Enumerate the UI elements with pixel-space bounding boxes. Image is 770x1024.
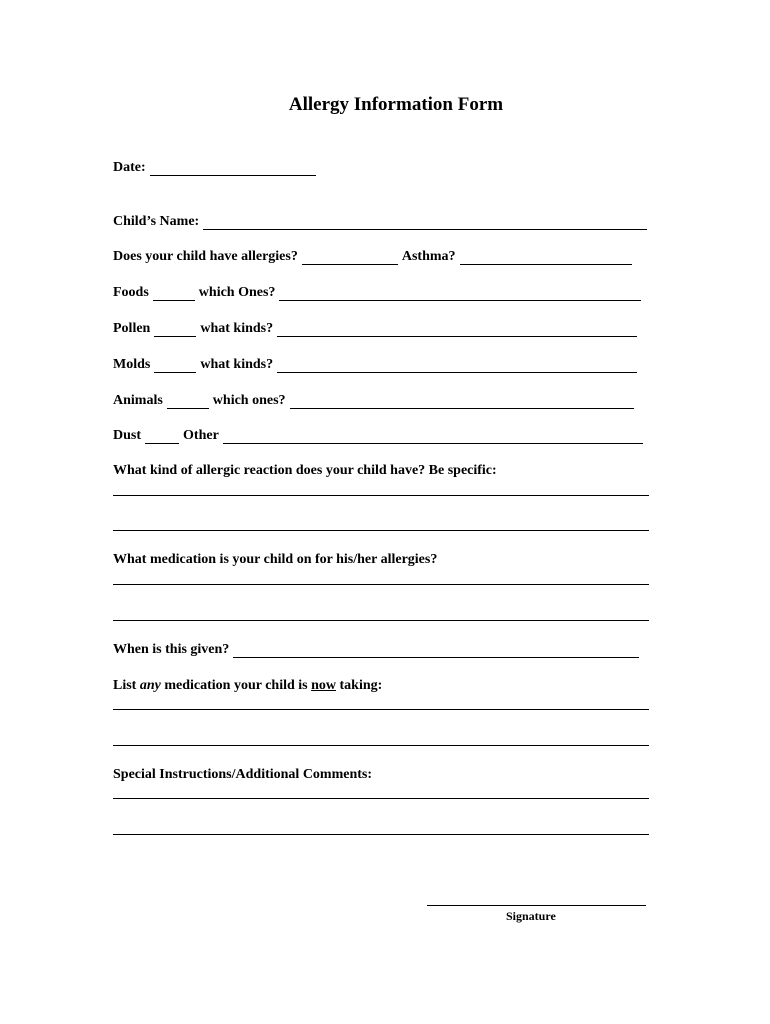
medication-question: What medication is your child on for his/her allergies? xyxy=(113,552,438,567)
special-instructions-row xyxy=(113,767,372,783)
signature-label: Signature xyxy=(506,909,556,923)
list-medication-prefix: List xyxy=(113,678,140,693)
signature-line[interactable] xyxy=(427,905,646,906)
list-medication-middle: medication your child is xyxy=(160,678,312,693)
list-medication-now: now xyxy=(311,678,337,693)
other-field[interactable] xyxy=(223,430,643,444)
date-row xyxy=(113,160,320,176)
child-name-field[interactable] xyxy=(203,216,647,230)
pollen-what-label: what kinds? xyxy=(200,321,274,336)
molds-field[interactable] xyxy=(154,359,196,373)
reaction-answer-line-2[interactable] xyxy=(113,530,649,531)
pollen-field[interactable] xyxy=(154,323,196,337)
molds-row xyxy=(113,357,641,373)
foods-row xyxy=(113,285,645,301)
reaction-row xyxy=(113,463,497,479)
allergies-field[interactable] xyxy=(302,251,398,265)
animals-which-label: which ones? xyxy=(212,393,286,408)
animals-label: Animals xyxy=(113,393,163,408)
special-instructions-line-2[interactable] xyxy=(113,834,649,835)
foods-which-label: which Ones? xyxy=(198,285,276,300)
reaction-answer-line-1[interactable] xyxy=(113,495,649,496)
when-given-field[interactable] xyxy=(233,644,639,658)
child-name-row xyxy=(113,214,651,230)
reaction-question: What kind of allergic reaction does your child have? Be specific: xyxy=(113,463,497,478)
list-medication-emphasis: any xyxy=(139,678,161,693)
allergies-row xyxy=(113,249,636,265)
animals-row xyxy=(113,393,638,409)
dust-row xyxy=(113,428,647,444)
molds-what-label: what kinds? xyxy=(200,357,274,372)
date-label: Date: xyxy=(113,160,146,175)
foods-which-field[interactable] xyxy=(279,287,641,301)
foods-label: Foods xyxy=(113,285,149,300)
pollen-what-field[interactable] xyxy=(277,323,637,337)
list-medication-suffix: taking: xyxy=(336,678,383,693)
medication-row xyxy=(113,552,437,568)
list-medication-row xyxy=(113,678,382,694)
dust-label: Dust xyxy=(113,428,142,443)
foods-field[interactable] xyxy=(153,287,195,301)
animals-which-field[interactable] xyxy=(290,395,634,409)
asthma-field[interactable] xyxy=(460,251,632,265)
form-title: Allergy Information Form xyxy=(288,94,504,115)
list-medication-line-2[interactable] xyxy=(113,745,649,746)
animals-field[interactable] xyxy=(167,395,209,409)
molds-label: Molds xyxy=(113,357,151,372)
medication-answer-line-1[interactable] xyxy=(113,584,649,585)
pollen-row xyxy=(113,321,641,337)
special-instructions-label: Special Instructions/Additional Comments: xyxy=(113,767,373,782)
pollen-label: Pollen xyxy=(113,321,151,336)
molds-what-field[interactable] xyxy=(277,359,637,373)
when-given-label: When is this given? xyxy=(113,642,230,657)
date-field[interactable] xyxy=(150,162,316,176)
other-label: Other xyxy=(183,428,219,443)
child-name-label: Child’s Name: xyxy=(113,214,200,229)
special-instructions-line-1[interactable] xyxy=(113,798,649,799)
dust-field[interactable] xyxy=(145,430,179,444)
when-given-row xyxy=(113,642,643,658)
list-medication-line-1[interactable] xyxy=(113,709,649,710)
asthma-label: Asthma? xyxy=(401,249,456,264)
allergies-question: Does your child have allergies? xyxy=(113,249,298,264)
medication-answer-line-2[interactable] xyxy=(113,620,649,621)
